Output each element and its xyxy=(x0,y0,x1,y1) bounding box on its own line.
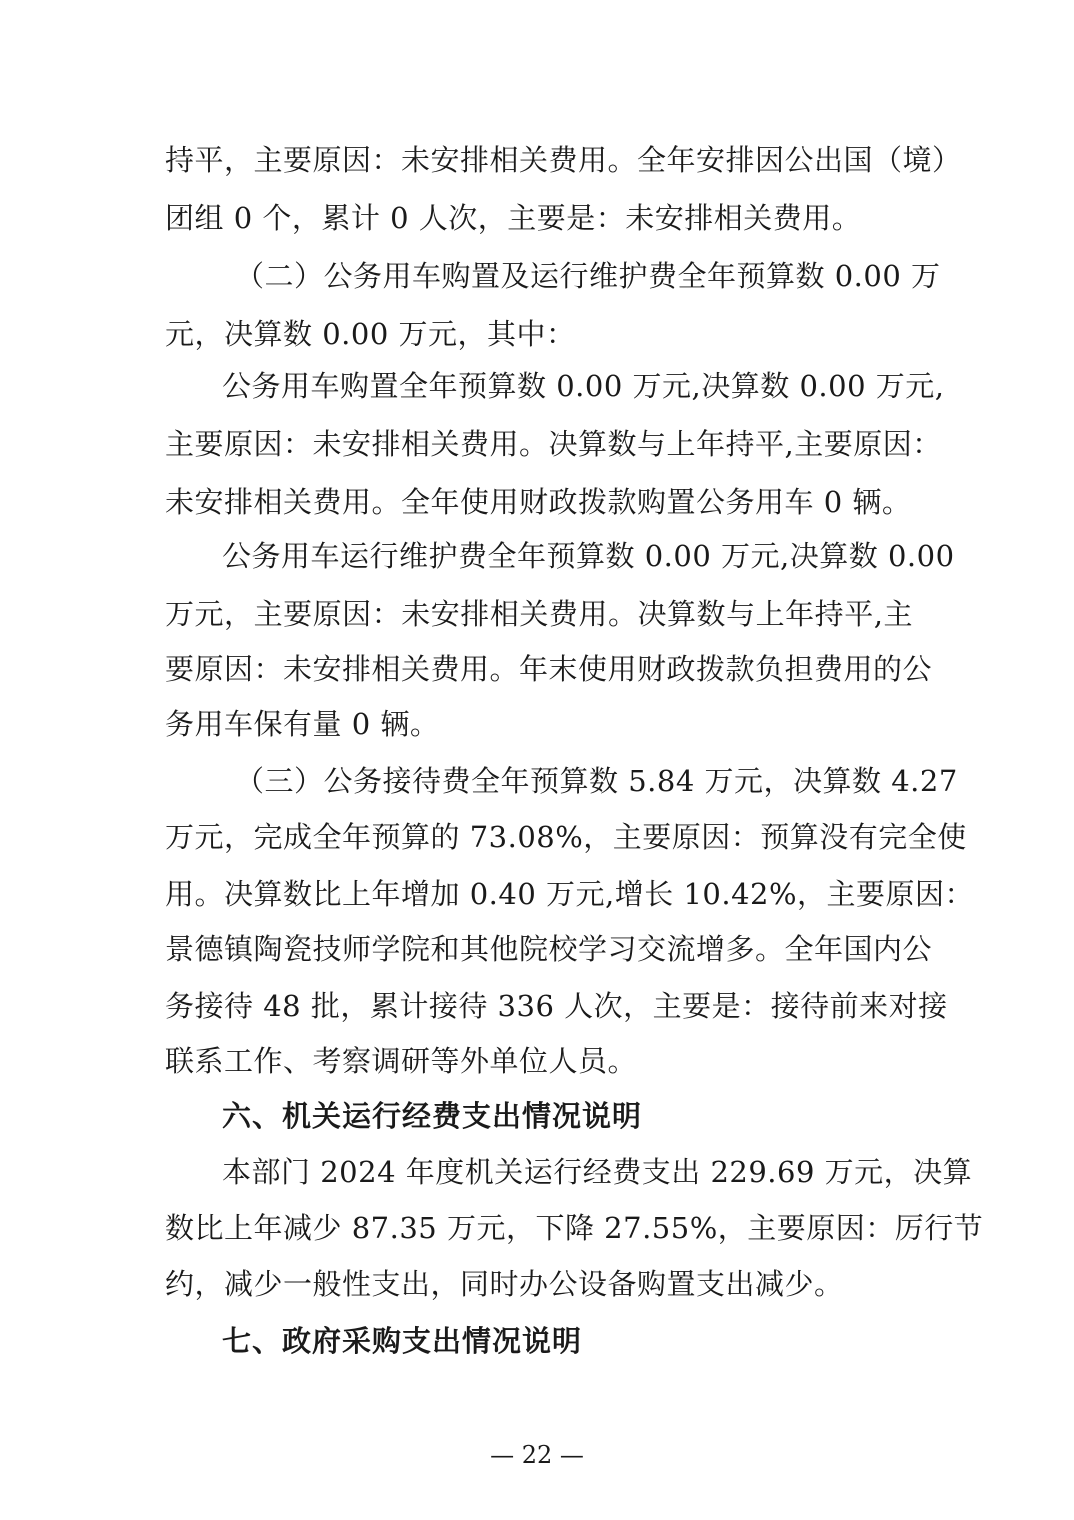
section-heading: 六、机关运行经费支出情况说明 xyxy=(222,1099,643,1133)
paragraph-line: 务接待 48 批，累计接待 336 人次，主要是：接待前来对接 xyxy=(165,989,948,1023)
paragraph-line: 公务用车运行维护费全年预算数 0.00 万元,决算数 0.00 xyxy=(222,539,955,573)
paragraph-line: 团组 0 个，累计 0 人次，主要是：未安排相关费用。 xyxy=(165,201,862,235)
paragraph-line: 未安排相关费用。全年使用财政拨款购置公务用车 0 辆。 xyxy=(165,485,912,519)
paragraph-line: 本部门 2024 年度机关运行经费支出 229.69 万元，决算 xyxy=(222,1155,973,1189)
paragraph-line: 景德镇陶瓷技师学院和其他院校学习交流增多。全年国内公 xyxy=(165,932,933,966)
paragraph-line: 持平，主要原因：未安排相关费用。全年安排因公出国（境） xyxy=(165,143,962,177)
paragraph-line: 联系工作、考察调研等外单位人员。 xyxy=(165,1044,638,1078)
paragraph-line: 约，减少一般性支出，同时办公设备购置支出减少。 xyxy=(165,1267,844,1301)
paragraph-line: （二）公务用车购置及运行维护费全年预算数 0.00 万 xyxy=(235,259,941,293)
paragraph-line: 主要原因：未安排相关费用。决算数与上年持平,主要原因： xyxy=(165,427,942,461)
paragraph-line: 万元，完成全年预算的 73.08%，主要原因：预算没有完全使 xyxy=(165,820,967,854)
paragraph-line: 用。决算数比上年增加 0.40 万元,增长 10.42%，主要原因： xyxy=(165,877,975,911)
page-number: — 22 — xyxy=(490,1441,584,1469)
paragraph-line: 务用车保有量 0 辆。 xyxy=(165,707,440,741)
paragraph-line: （三）公务接待费全年预算数 5.84 万元，决算数 4.27 xyxy=(235,764,958,798)
section-heading: 七、政府采购支出情况说明 xyxy=(222,1324,583,1358)
paragraph-line: 要原因：未安排相关费用。年末使用财政拨款负担费用的公 xyxy=(165,652,933,686)
paragraph-line: 元，决算数 0.00 万元，其中： xyxy=(165,317,576,351)
paragraph-line: 数比上年减少 87.35 万元，下降 27.55%，主要原因：厉行节 xyxy=(165,1211,984,1245)
paragraph-line: 万元，主要原因：未安排相关费用。决算数与上年持平,主 xyxy=(165,597,913,631)
paragraph-line: 公务用车购置全年预算数 0.00 万元,决算数 0.00 万元, xyxy=(222,369,945,403)
